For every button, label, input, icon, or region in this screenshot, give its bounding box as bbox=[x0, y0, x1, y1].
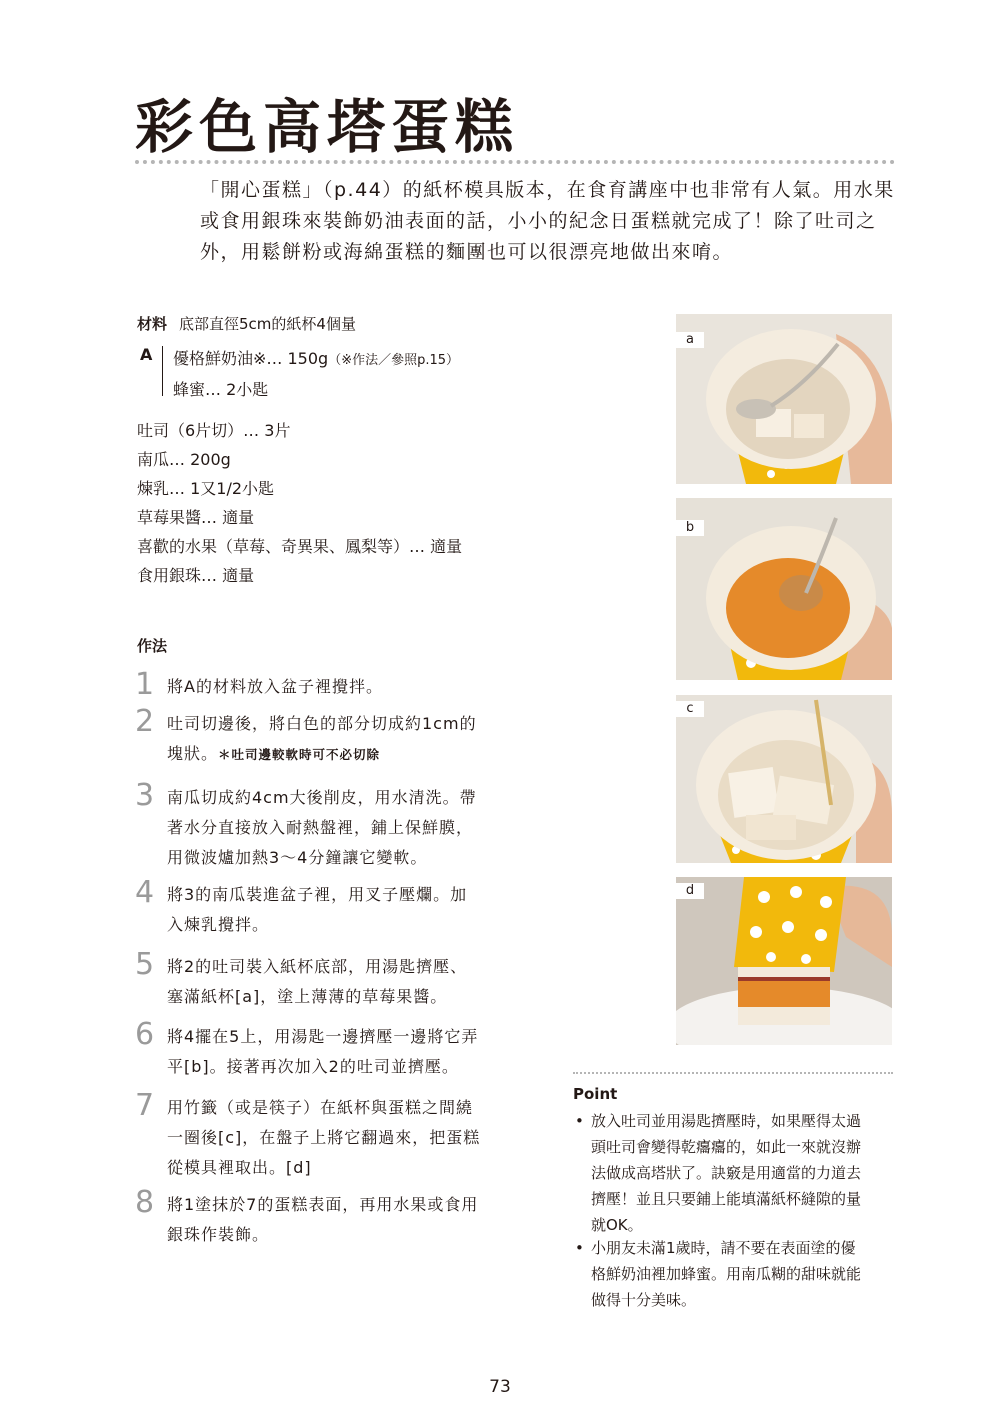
group-a-label: A bbox=[140, 345, 153, 364]
step-text: 塊狀。 bbox=[167, 744, 219, 763]
point-text: 頭吐司會變得乾癟癟的，如此一來就沒辦 bbox=[591, 1138, 862, 1156]
bullet: • bbox=[575, 1112, 584, 1130]
page-title: 彩色高塔蛋糕 bbox=[135, 93, 520, 161]
photo-b-illustration bbox=[676, 498, 892, 680]
ingredient-text: 優格鮮奶油※… 150g bbox=[173, 349, 329, 368]
ingredient-item: 喜歡的水果（草莓、奇異果、鳳梨等）… 適量 bbox=[137, 537, 463, 556]
step-number: 1 bbox=[135, 667, 155, 702]
step-text: 將A的材料放入盆子裡攪拌。 bbox=[167, 677, 383, 696]
point-text: 就OK。 bbox=[591, 1216, 643, 1234]
step-number: 2 bbox=[135, 704, 155, 739]
materials-serving: 底部直徑5cm的紙杯4個量 bbox=[179, 315, 356, 333]
step-text: 銀珠作裝飾。 bbox=[167, 1225, 270, 1244]
step-text: 將4擺在5上，用湯匙一邊擠壓一邊將它弄 bbox=[167, 1027, 479, 1046]
step-note: ＊吐司邊較軟時可不必切除 bbox=[218, 747, 381, 762]
intro-line: 或食用銀珠來裝飾奶油表面的話，小小的紀念日蛋糕就完成了！除了吐司之 bbox=[200, 210, 877, 232]
photo-c bbox=[676, 695, 892, 863]
step-7 bbox=[135, 1088, 525, 1185]
step-number: 5 bbox=[135, 947, 155, 982]
group-a-bracket bbox=[162, 346, 163, 396]
page-number: 73 bbox=[489, 1377, 511, 1397]
step-text: 從模具裡取出。[d] bbox=[167, 1158, 312, 1177]
step-number: 8 bbox=[135, 1185, 155, 1220]
ingredient-item: 吐司（6片切）… 3片 bbox=[137, 421, 291, 440]
step-text: 南瓜切成約4cm大後削皮，用水清洗。帶 bbox=[167, 788, 477, 807]
ingredient-list bbox=[137, 416, 462, 590]
ingredient-text: 蜂蜜… 2小匙 bbox=[173, 380, 269, 399]
step-text: 用微波爐加熱3～4分鐘讓它變軟。 bbox=[167, 848, 428, 867]
step-number: 7 bbox=[135, 1088, 155, 1123]
photo-d bbox=[676, 877, 892, 1045]
photo-d-illustration bbox=[676, 877, 892, 1045]
point-text: 做得十分美味。 bbox=[591, 1291, 697, 1309]
step-text: 吐司切邊後，將白色的部分切成約1cm的 bbox=[167, 714, 477, 733]
step-text: 一圈後[c]，在盤子上將它翻過來，把蛋糕 bbox=[167, 1128, 481, 1147]
ingredient-item: 食用銀珠… 適量 bbox=[137, 566, 255, 585]
photo-a bbox=[676, 314, 892, 484]
point-divider bbox=[573, 1072, 893, 1074]
step-2 bbox=[135, 704, 525, 771]
photo-label: b bbox=[676, 520, 704, 536]
bullet: • bbox=[575, 1239, 584, 1257]
step-5 bbox=[135, 947, 525, 1014]
ingredient-item bbox=[173, 344, 459, 375]
intro-paragraph bbox=[200, 175, 900, 268]
intro-line: 外，用鬆餅粉或海綿蛋糕的麵團也可以很漂亮地做出來唷。 bbox=[200, 241, 734, 263]
ingredient-item: 煉乳… 1又1/2小匙 bbox=[137, 479, 275, 498]
point-text: 小朋友未滿1歲時，請不要在表面塗的優 bbox=[591, 1239, 856, 1257]
point-text: 法做成高塔狀了。訣竅是用適當的力道去 bbox=[591, 1164, 862, 1182]
step-text: 將3的南瓜裝進盆子裡，用叉子壓爛。加 bbox=[167, 885, 468, 904]
ingredient-item bbox=[173, 375, 459, 404]
step-4 bbox=[135, 875, 525, 942]
photo-b bbox=[676, 498, 892, 680]
step-8 bbox=[135, 1185, 525, 1252]
photo-c-illustration bbox=[676, 695, 892, 863]
step-text: 著水分直接放入耐熱盤裡，鋪上保鮮膜， bbox=[167, 818, 474, 837]
title-divider bbox=[135, 160, 895, 164]
step-text: 塞滿紙杯[a]，塗上薄薄的草莓果醬。 bbox=[167, 987, 448, 1006]
step-text: 用竹籤（或是筷子）在紙杯與蛋糕之間繞 bbox=[167, 1098, 474, 1117]
point-text: 格鮮奶油裡加蜂蜜。用南瓜糊的甜味就能 bbox=[591, 1265, 862, 1283]
step-6 bbox=[135, 1017, 525, 1084]
materials-label: 材料 bbox=[137, 315, 168, 333]
step-number: 3 bbox=[135, 778, 155, 813]
photo-label: d bbox=[676, 883, 704, 899]
point-item bbox=[575, 1235, 900, 1315]
step-text: 將2的吐司裝入紙杯底部，用湯匙擠壓、 bbox=[167, 957, 468, 976]
point-item bbox=[575, 1108, 900, 1238]
group-a-list bbox=[173, 344, 459, 404]
step-text: 將1塗抹於7的蛋糕表面，再用水果或食用 bbox=[167, 1195, 479, 1214]
step-3 bbox=[135, 778, 525, 875]
intro-line: 「開心蛋糕」（p.44）的紙杯模具版本，在食育講座中也非常有人氣。用水果 bbox=[200, 179, 895, 201]
point-text: 擠壓！並且只要鋪上能填滿紙杯縫隙的量 bbox=[591, 1190, 862, 1208]
step-text: 平[b]。接著再次加入2的吐司並擠壓。 bbox=[167, 1057, 459, 1076]
ingredient-item: 南瓜… 200g bbox=[137, 450, 231, 469]
photo-a-illustration bbox=[676, 314, 892, 484]
step-1 bbox=[135, 667, 525, 704]
photo-label: c bbox=[676, 701, 704, 717]
point-text: 放入吐司並用湯匙擠壓時，如果壓得太過 bbox=[591, 1112, 862, 1130]
method-heading: 作法 bbox=[137, 637, 168, 655]
step-number: 4 bbox=[135, 875, 155, 910]
ingredient-item: 草莓果醬… 適量 bbox=[137, 508, 255, 527]
point-heading: Point bbox=[573, 1085, 618, 1103]
materials-heading bbox=[137, 314, 356, 334]
photo-label: a bbox=[676, 332, 704, 348]
step-text: 入煉乳攪拌。 bbox=[167, 915, 270, 934]
step-number: 6 bbox=[135, 1017, 155, 1052]
ingredient-note: （※作法／參照p.15） bbox=[328, 353, 460, 368]
